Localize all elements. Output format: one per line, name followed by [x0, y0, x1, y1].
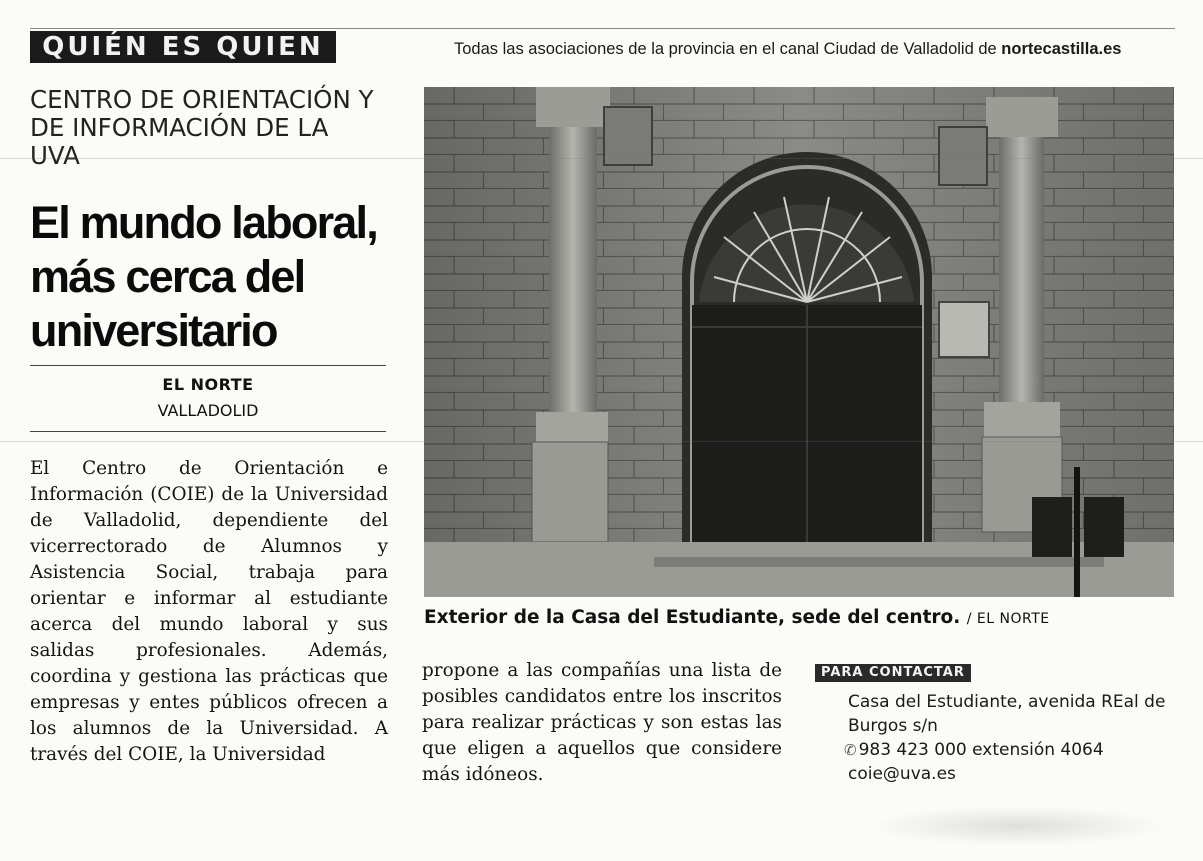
byline-author: EL NORTE	[162, 375, 254, 394]
photo-building-doorway-icon	[424, 87, 1174, 597]
contact-label: PARA CONTACTAR	[815, 664, 971, 682]
article-photo	[424, 87, 1174, 597]
section-label: QUIÉN ES QUIEN	[30, 31, 336, 63]
photo-credit: / EL NORTE	[966, 611, 1050, 627]
photo-caption	[424, 607, 1184, 628]
scan-smudge	[868, 806, 1168, 846]
top-rule	[30, 28, 1175, 29]
contact-email: coie@uva.es	[848, 764, 956, 784]
phone-icon: ✆	[844, 741, 857, 759]
scan-artifact-line	[0, 441, 1203, 442]
contact-phone: 983 423 000 extensión 4064	[858, 740, 1104, 760]
contact-block	[844, 690, 1168, 786]
contact-address: Casa del Estudiante, avenida REal de Burgos s/n	[848, 692, 1166, 736]
article-headline: El mundo laboral, más cerca del universitario	[30, 197, 377, 356]
article-body-column-1: El Centro de Orientación e Información (COIE) de la Universidad de Valladolid, dependiente del vicerrectorado de Alumnos y Asistencia Social, trabaja para orientar e informar al estudiante acerca del mundo laboral y sus salidas profesionales. Además, coordina y gestiona las prácticas que empresas y entes públicos ofrecen a los alumnos de la Universidad. A través del COIE, la Universidad	[30, 458, 388, 765]
byline-rule-bottom	[30, 431, 386, 432]
article-kicker: CENTRO DE ORIENTACIÓN Y DE INFORMACIÓN DE LA UVA	[30, 85, 374, 170]
tagline-text: Todas las asociaciones de la provincia en el canal Ciudad de Valladolid de	[454, 40, 1002, 58]
tagline-site-link[interactable]: nortecastilla.es	[1001, 40, 1122, 58]
scan-artifact-line	[0, 158, 1203, 159]
byline	[30, 372, 386, 424]
article-body-column-2: propone a las compañías una lista de posibles candidatos entre los inscritos para realizar prácticas y son estas las que eligen a aquellos que considere más idóneos.	[422, 660, 782, 785]
contact-phone-row	[844, 738, 1168, 762]
section-tagline	[454, 40, 1176, 59]
photo-caption-text: Exterior de la Casa del Estudiante, sede del centro.	[424, 607, 961, 628]
byline-rule-top	[30, 365, 386, 366]
byline-location: VALLADOLID	[157, 401, 259, 420]
